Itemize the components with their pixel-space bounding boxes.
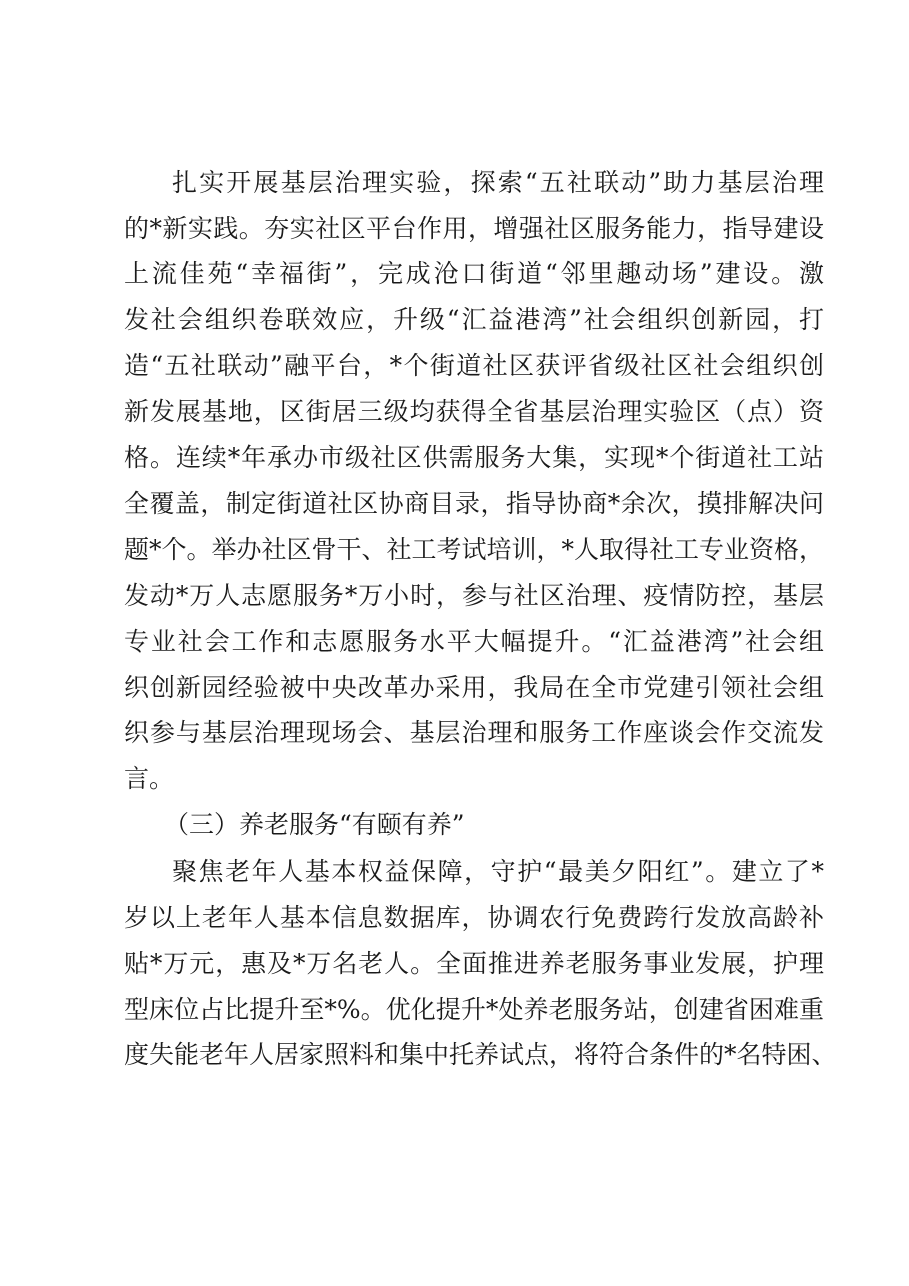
text-line: 织参与基层治理现场会、基层治理和服务工作座谈会作交流发 bbox=[124, 718, 824, 747]
text-line: 言。 bbox=[124, 764, 175, 793]
text-line: 扎实开展基层治理实验，探索“五社联动”助力基层治理 bbox=[172, 168, 824, 197]
text-line: 岁以上老年人基本信息数据库，协调农行免费跨行发放高龄补 bbox=[124, 903, 824, 932]
text-line: 发社会组织卷联效应，升级“汇益港湾”社会组织创新园，打 bbox=[124, 305, 824, 334]
text-line: 发动*万人志愿服务*万小时，参与社区治理、疫情防控，基层 bbox=[124, 581, 824, 610]
text-line: 新发展基地，区街居三级均获得全省基层治理实验区（点）资 bbox=[124, 397, 824, 426]
text-line: 度失能老年人居家照料和集中托养试点，将符合条件的*名特困、 bbox=[124, 1040, 837, 1069]
section-heading: （三）养老服务“有颐有养” bbox=[164, 810, 465, 839]
text-line: 聚焦老年人基本权益保障，守护“最美夕阳红”。建立了* bbox=[172, 857, 824, 886]
text-line: 造“五社联动”融平台，*个街道社区获评省级社区社会组织创 bbox=[124, 351, 824, 380]
text-line: 全覆盖，制定街道社区协商目录，指导协商*余次，摸排解决问 bbox=[124, 489, 824, 518]
text-line: 织创新园经验被中央改革办采用，我局在全市党建引领社会组 bbox=[124, 673, 824, 702]
text-line: 专业社会工作和志愿服务水平大幅提升。“汇益港湾”社会组 bbox=[124, 627, 824, 656]
text-line: 的*新实践。夯实社区平台作用，增强社区服务能力，指导建设 bbox=[124, 214, 824, 243]
text-line: 贴*万元，惠及*万名老人。全面推进养老服务事业发展，护理 bbox=[124, 949, 824, 978]
text-line: 格。连续*年承办市级社区供需服务大集，实现*个街道社工站 bbox=[124, 443, 824, 472]
text-line: 上流佳苑“幸福街”，完成沧口街道“邻里趣动场”建设。激 bbox=[124, 259, 824, 288]
text-line: 题*个。举办社区骨干、社工考试培训，*人取得社工专业资格， bbox=[124, 535, 825, 564]
text-line: 型床位占比提升至*%。优化提升*处养老服务站，创建省困难重 bbox=[124, 995, 824, 1024]
